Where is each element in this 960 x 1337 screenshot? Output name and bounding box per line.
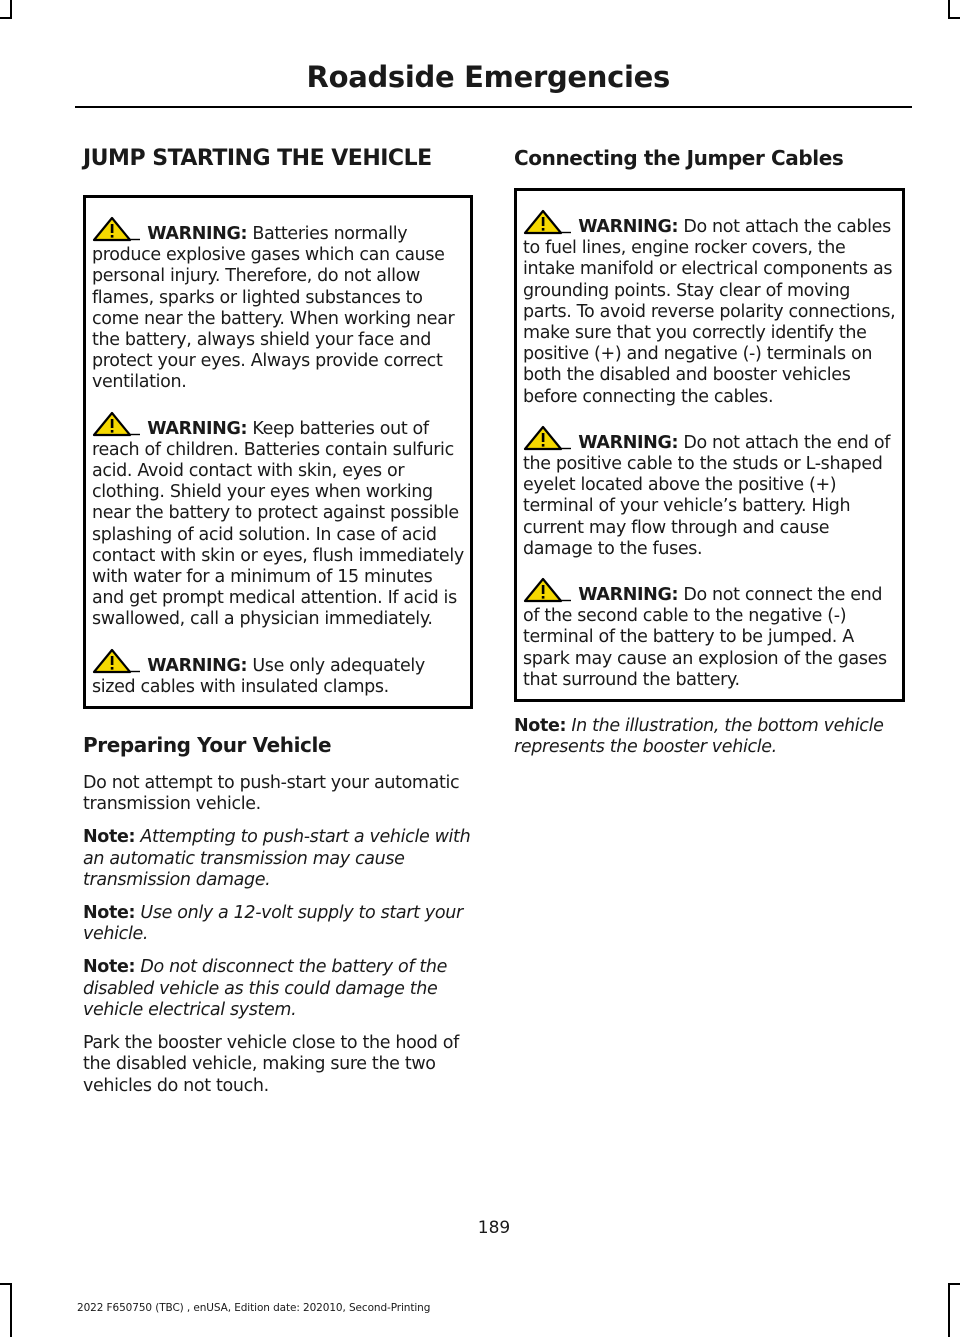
warning-item	[92, 216, 464, 394]
subsection-heading: Connecting the Jumper Cables	[514, 146, 844, 170]
warning-text: Do not attach the end of the positive cable to the studs or L-shaped eyelet located above the positive (+) terminal of your vehicle’s battery. High current may flow through and cause damage to the fuses.	[523, 432, 891, 559]
section-heading: JUMP STARTING THE VEHICLE	[83, 146, 432, 171]
crop-mark	[0, 1283, 12, 1285]
warning-triangle-icon	[92, 411, 142, 437]
left-column	[83, 146, 473, 1109]
note-paragraph	[83, 827, 473, 891]
footer-edition-info: 2022 F650750 (TBC) , enUSA, Edition date: 202010, Second-Printing	[77, 1302, 431, 1314]
note-text: Do not disconnect the battery of the disabled vehicle as this could damage the vehicle electrical system.	[83, 957, 448, 1020]
note-paragraph	[83, 903, 473, 945]
warning-item	[92, 411, 464, 631]
warning-item	[523, 577, 896, 691]
crop-mark	[10, 0, 12, 18]
note-text: Use only a 12-volt supply to start your vehicle.	[83, 903, 463, 945]
note-label: Note:	[83, 957, 136, 978]
crop-mark	[948, 0, 950, 18]
warning-item	[92, 648, 464, 698]
warning-text: Use only adequately sized cables with insulated clamps.	[92, 655, 425, 697]
warning-label: WARNING:	[578, 217, 679, 237]
warning-label: WARNING:	[147, 418, 248, 439]
warning-item	[523, 425, 896, 560]
warning-triangle-icon	[523, 577, 573, 603]
body-paragraph: Park the booster vehicle close to the hood of the disabled vehicle, making sure the two vehicles do not touch.	[83, 1033, 459, 1096]
crop-mark	[948, 17, 960, 19]
note-paragraph	[83, 957, 473, 1021]
warning-box	[514, 188, 905, 702]
note-paragraph	[514, 716, 905, 758]
crop-mark	[0, 17, 12, 19]
warning-text: Do not connect the end of the second cable to the negative (-) terminal of the battery to be jumped. A spark may cause an explosion of the gases that surround the battery.	[523, 585, 887, 690]
warning-label: WARNING:	[578, 585, 679, 606]
note-text: Attempting to push-start a vehicle with an automatic transmission may cause transmission damage.	[83, 827, 471, 890]
crop-mark	[10, 1283, 12, 1337]
note-label: Note:	[83, 827, 136, 848]
warning-text: Batteries normally produce explosive gases which can cause personal injury. Therefore, do not allow flames, sparks or lighted substances to come near the battery. When working near the battery, always shield your face and protect your eyes. Always provide correct ventilation.	[92, 224, 455, 393]
warning-text: Do not attach the cables to fuel lines, engine rocker covers, the intake manifold or electrical components as grounding points. Stay clear of moving parts. To avoid reverse polarity connections, make sure that you correctly identify the positive (+) and negative (-) terminals on both the disabled and booster vehicles before connecting the cables.	[523, 217, 896, 407]
header-divider	[75, 106, 912, 108]
warning-triangle-icon	[92, 216, 142, 242]
body-paragraph: Do not attempt to push-start your automatic transmission vehicle.	[83, 773, 460, 815]
warning-item	[523, 209, 896, 408]
right-column	[514, 146, 905, 770]
page-number: 189	[477, 1218, 511, 1238]
note-text: In the illustration, the bottom vehicle represents the booster vehicle.	[514, 716, 884, 758]
warning-triangle-icon	[523, 425, 573, 451]
subsection-heading: Preparing Your Vehicle	[83, 733, 332, 758]
crop-mark	[948, 1283, 960, 1285]
warning-label: WARNING:	[578, 432, 679, 453]
warning-box	[83, 195, 473, 709]
warning-triangle-icon	[92, 648, 142, 674]
note-label: Note:	[514, 716, 567, 737]
warning-text: Keep batteries out of reach of children. Batteries contain sulfuric acid. Avoid contact with skin, eyes or clothing. Shield your eyes when working near the battery to protect against possible splashing of acid solution. In case of acid contact with skin or eyes, flush immediately with water for a minimum of 15 minutes and get prompt medical attention. If acid is swallowed, call a physician immediately.	[92, 418, 464, 630]
warning-label: WARNING:	[147, 655, 248, 676]
page-header-title: Roadside Emergencies	[306, 60, 670, 94]
note-label: Note:	[83, 903, 136, 924]
warning-triangle-icon	[523, 209, 573, 235]
warning-label: WARNING:	[147, 224, 248, 244]
crop-mark	[948, 1283, 950, 1337]
